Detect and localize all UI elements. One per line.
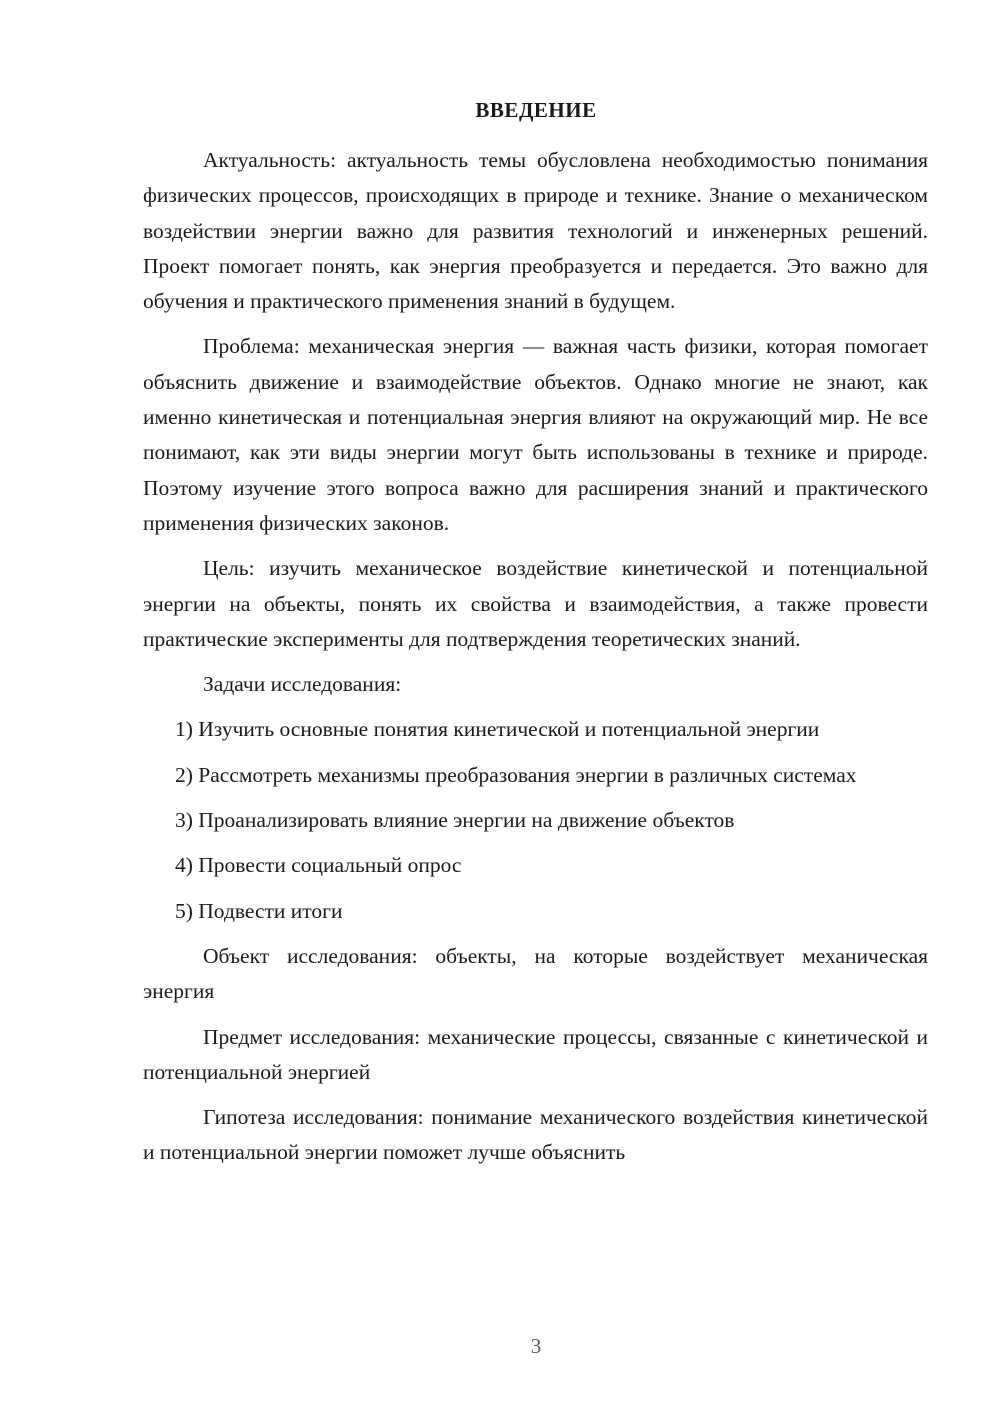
document-body bbox=[143, 143, 928, 1181]
task-item: 1) Изучить основные понятия кинетической и потенциальной энергии bbox=[175, 717, 820, 742]
paragraph-goal: Цель: изучить механическое воздействие кинетической и потенциальной энергии на объекты, понять их свойства и взаимодействия, а также провести практические эксперименты для подтверждения теоретических знаний. bbox=[143, 556, 928, 651]
paragraph-problem: Проблема: механическая энергия — важная часть физики, которая помогает объяснить движение и взаимодействие объектов. Однако многие не знают, как именно кинетическая и потенциальная энергия влияют на окружающий мир. Не все понимают, как эти виды энергии могут быть использованы в технике и природе. Поэтому изучение этого вопроса важно для расширения знаний и практического применения физических законов. bbox=[143, 334, 928, 535]
task-item: 5) Подвести итоги bbox=[175, 898, 343, 923]
task-item: 2) Рассмотреть механизмы преобразования энергии в различных системах bbox=[175, 762, 857, 787]
page-number: 3 bbox=[530, 1334, 542, 1358]
task-item: 3) Проанализировать влияние энергии на движение объектов bbox=[175, 808, 735, 833]
page-title: ВВЕДЕНИЕ bbox=[475, 98, 597, 122]
tasks-heading: Задачи исследования: bbox=[203, 672, 402, 697]
task-item: 4) Провести социальный опрос bbox=[175, 853, 462, 878]
paragraph-hypothesis: Гипотеза исследования: понимание механического воздействия кинетической и потенциальной энергии поможет лучше объяснить bbox=[143, 1105, 928, 1165]
paragraph-relevance: Актуальность: актуальность темы обусловлена необходимостью понимания физических процессов, происходящих в природе и технике. Знание о механическом воздействии энергии важно для развития технологий и инженерных решений. Проект помогает понять, как энергия преобразуется и передается. Это важно для обучения и практического применения знаний в будущем. bbox=[143, 148, 928, 314]
paragraph-object: Объект исследования: объекты, на которые воздействует механическая энергия bbox=[143, 943, 928, 1004]
paragraph-subject: Предмет исследования: механические процессы, связанные с кинетической и потенциальной энергией bbox=[143, 1024, 928, 1084]
